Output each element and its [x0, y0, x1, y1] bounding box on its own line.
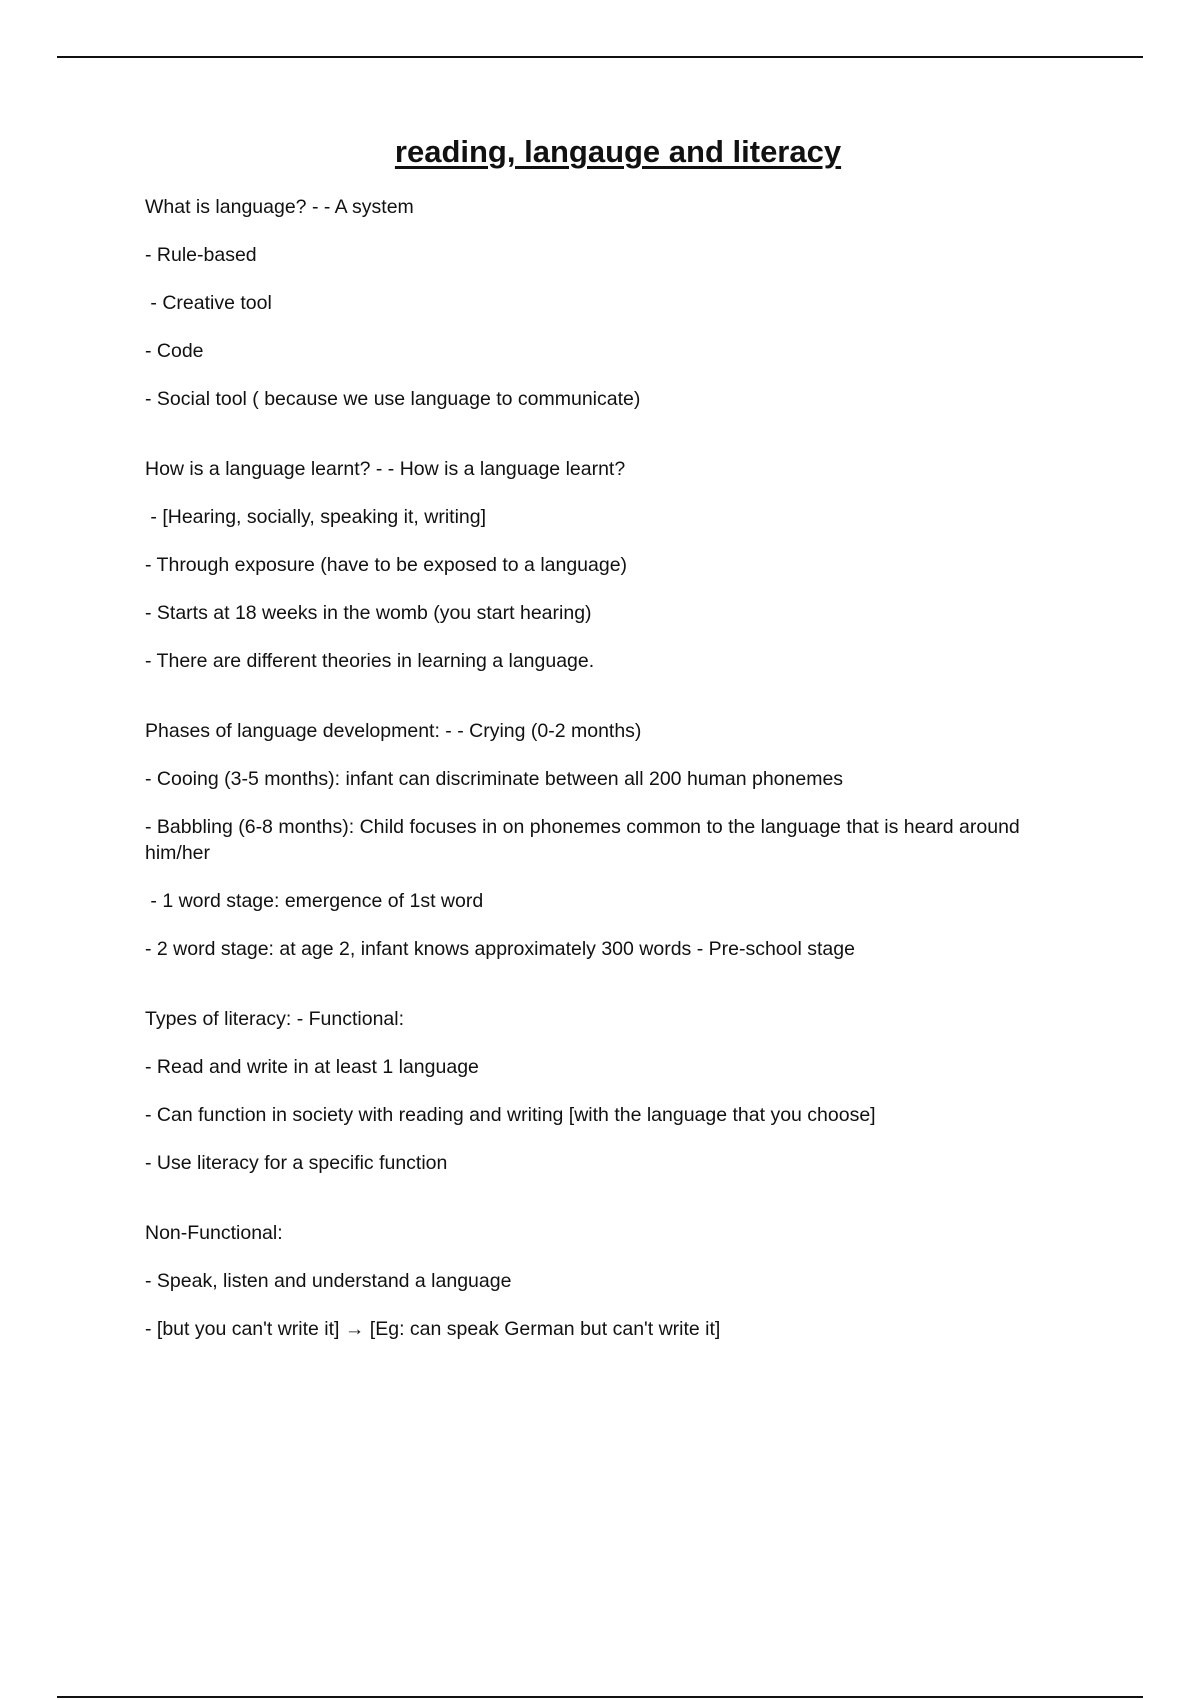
section-what-is-language	[145, 194, 1075, 412]
section-non-functional	[145, 1220, 1075, 1342]
document-body	[145, 194, 1075, 1342]
list-item: - 1 word stage: emergence of 1st word	[145, 890, 484, 912]
list-item: - [Hearing, socially, speaking it, writing]	[145, 506, 487, 528]
section-heading: Non-Functional:	[145, 1222, 283, 1244]
list-item: - Can function in society with reading and writing [with the language that you choose]	[145, 1104, 876, 1126]
section-heading: Phases of language development: - - Crying (0-2 months)	[145, 720, 642, 742]
top-rule	[57, 56, 1143, 58]
section-heading: How is a language learnt? - - How is a language learnt?	[145, 458, 626, 480]
list-item: - Speak, listen and understand a language	[145, 1270, 512, 1292]
list-item: - Use literacy for a specific function	[145, 1152, 448, 1174]
list-item: - Read and write in at least 1 language	[145, 1056, 479, 1078]
section-types-of-literacy	[145, 1006, 1075, 1176]
list-item: - Rule-based	[145, 244, 257, 266]
bottom-rule	[57, 1696, 1143, 1698]
section-heading: What is language? - - A system	[145, 196, 414, 218]
list-item: - [but you can't write it] → [Eg: can speak German but can't write it]	[145, 1318, 721, 1340]
list-item: - There are different theories in learning a language.	[145, 650, 595, 672]
list-item: - Creative tool	[145, 292, 272, 314]
section-heading: Types of literacy: - Functional:	[145, 1008, 405, 1030]
list-item: - Code	[145, 340, 204, 362]
list-item: - 2 word stage: at age 2, infant knows approximately 300 words - Pre-school stage	[145, 938, 855, 960]
list-item: - Social tool ( because we use language to communicate)	[145, 388, 641, 410]
page-title: reading, langauge and literacy	[394, 134, 842, 169]
section-how-language-learnt	[145, 456, 1075, 674]
list-item: - Cooing (3-5 months): infant can discriminate between all 200 human phonemes	[145, 768, 844, 790]
list-item: - Through exposure (have to be exposed to a language)	[145, 554, 628, 576]
section-phases-of-development	[145, 718, 1075, 962]
list-item: - Starts at 18 weeks in the womb (you start hearing)	[145, 602, 592, 624]
list-item: - Babbling (6-8 months): Child focuses in on phonemes common to the language that is heard around him/her	[145, 816, 1026, 864]
